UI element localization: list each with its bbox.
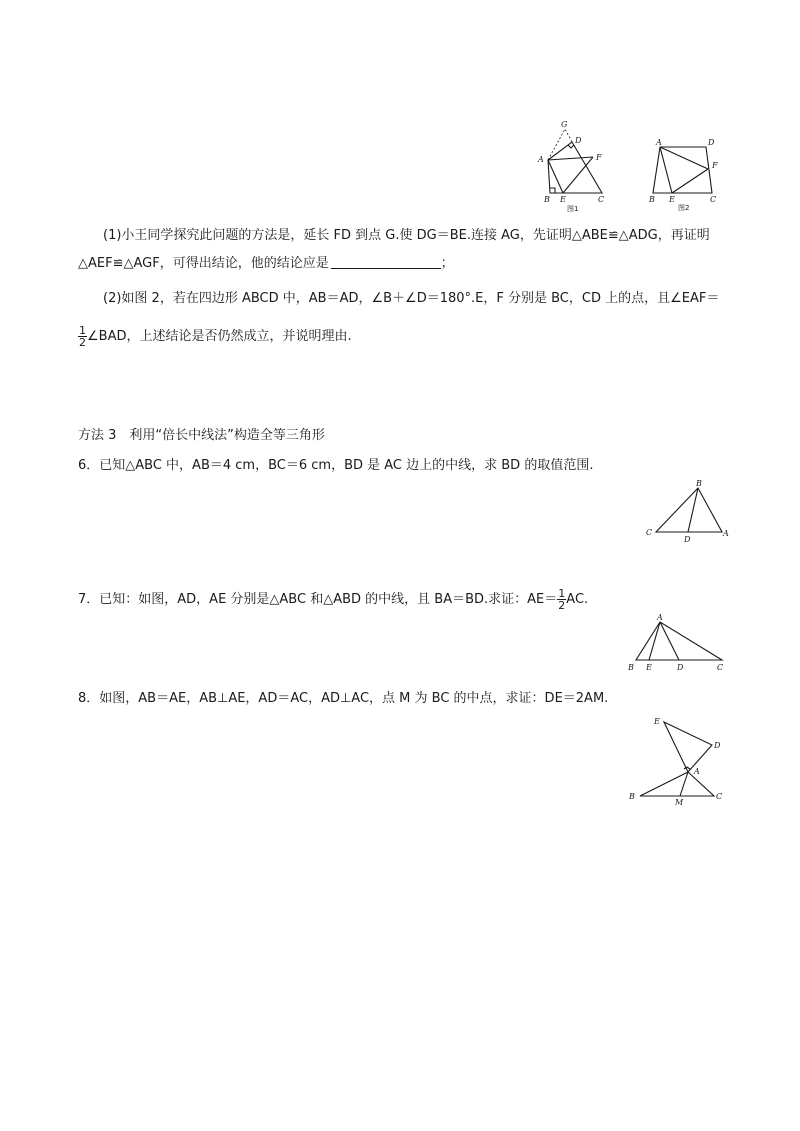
fig8-label-m: M — [675, 798, 684, 807]
figure-1 — [535, 118, 610, 213]
problem5-part2-line2-text: ∠BAD，上述结论是否仍然成立，并说明理由. — [87, 329, 352, 344]
problem7-text — [78, 588, 588, 612]
fig7-label-e: E — [646, 663, 652, 672]
figure-7 — [622, 610, 730, 678]
figure-6 — [642, 478, 732, 546]
problem5-part1-end: ； — [440, 256, 454, 271]
fig8-label-b: B — [629, 792, 635, 801]
problem6-text: 6．已知△ABC 中，AB＝4 cm，BC＝6 cm，BD 是 AC 边上的中线，求 BD 的取值范围. — [78, 458, 594, 473]
problem5-part1-line2 — [78, 255, 454, 273]
fig7-label-d: D — [677, 663, 684, 672]
fig6-label-b: B — [696, 479, 702, 488]
problem5-part1-line1: (1)小王同学探究此问题的方法是，延长 FD 到点 G.使 DG＝BE.连接 AG，先证明△ABE≌△ADG，再证明 — [103, 228, 710, 243]
fig1-label-d: D — [575, 136, 582, 145]
fig2-label-d: D — [708, 138, 715, 147]
method3-heading: 方法 3 利用“倍长中线法”构造全等三角形 — [78, 428, 325, 443]
problem5-part2-line2 — [78, 324, 352, 350]
fig7-label-a: A — [657, 613, 663, 622]
fig2-label-c: C — [710, 195, 717, 204]
fig6-label-c: C — [646, 528, 653, 537]
fig2-label-b: B — [649, 195, 655, 204]
fraction-half: $\frac{1}{2}$ — [79, 324, 86, 349]
fig1-label-b: B — [544, 195, 550, 204]
fig2-label-f: F — [712, 161, 718, 170]
problem5-part1-line2-text: △AEF≌△AGF，可得出结论，他的结论应是 — [78, 256, 329, 271]
problem7-main: 7．已知：如图，AD，AE 分别是△ABC 和△ABD 的中线，且 BA＝BD.求证：AE＝ — [78, 592, 558, 607]
fig6-label-d: D — [684, 535, 691, 544]
fig8-label-c: C — [716, 792, 723, 801]
figure-2 — [645, 135, 730, 215]
fig7-label-c: C — [717, 663, 724, 672]
fig2-caption: 图2 — [678, 204, 690, 212]
figure-8 — [624, 712, 734, 807]
problem5-part2-line1: (2)如图 2，若在四边形 ABCD 中，AB＝AD，∠B＋∠D＝180°.E，F 分别是 BC，CD 上的点，且∠EAF＝ — [103, 291, 720, 306]
answer-blank[interactable] — [331, 255, 441, 269]
fig2-label-a: A — [656, 138, 662, 147]
fig1-label-c: C — [598, 195, 605, 204]
fraction-half-7: $\frac{1}{2}$ — [558, 587, 566, 612]
fig8-label-e: E — [654, 717, 660, 726]
fig1-label-g: G — [561, 120, 568, 129]
problem8-text: 8．如图，AB＝AE，AB⊥AE，AD＝AC，AD⊥AC，点 M 为 BC 的中点，求证：DE＝2AM. — [78, 691, 609, 706]
fig1-label-a: A — [538, 155, 544, 164]
fig1-caption: 图1 — [567, 205, 579, 213]
problem7-end: AC. — [566, 592, 589, 607]
fig1-label-f: F — [596, 153, 602, 162]
fig8-label-a: A — [694, 767, 700, 776]
fig2-label-e: E — [669, 195, 675, 204]
fig8-label-d: D — [714, 741, 721, 750]
fig1-label-e: E — [560, 195, 566, 204]
fig6-label-a: A — [723, 529, 729, 538]
fig7-label-b: B — [628, 663, 634, 672]
